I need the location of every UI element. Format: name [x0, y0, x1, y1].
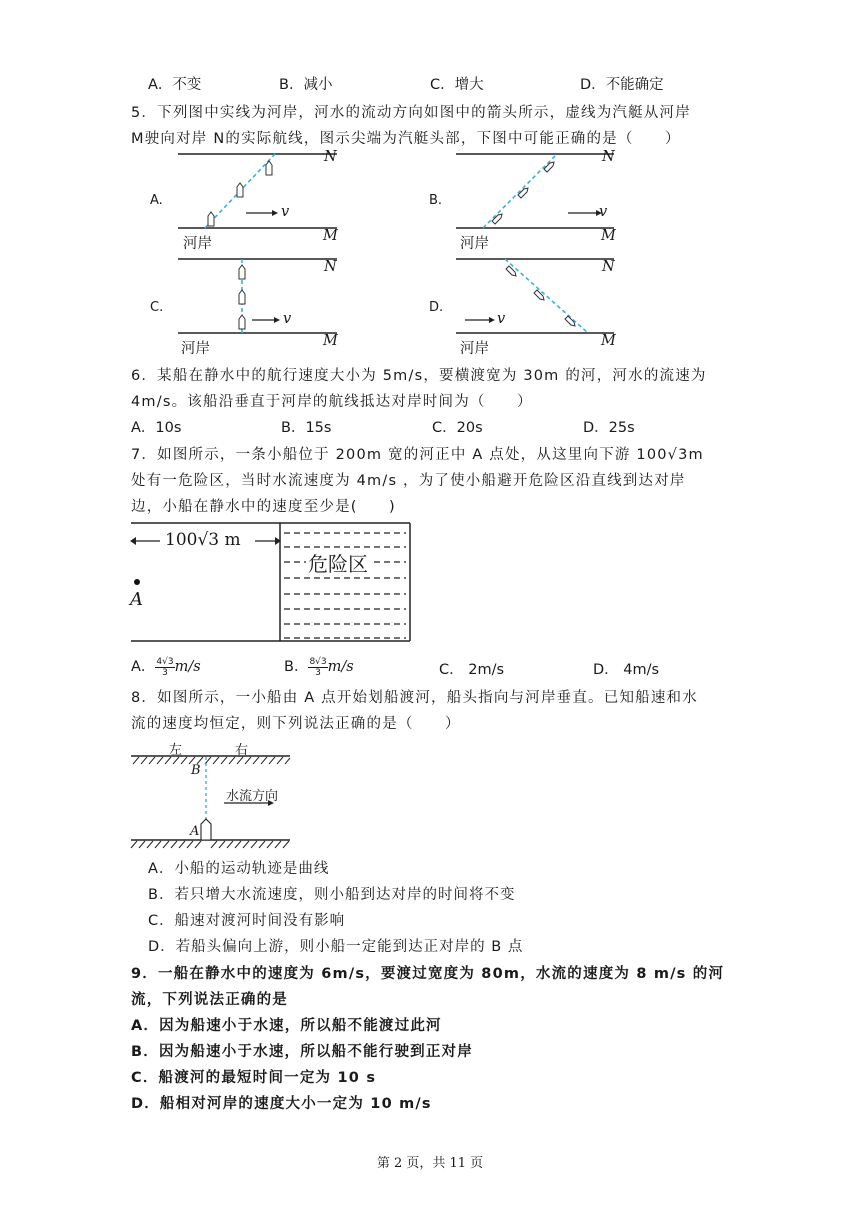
q7-stem-line1: 7．如图所示，一条小船位于 200m 宽的河正中 A 点处，从这里向下游 100√3m — [131, 447, 704, 463]
q5-d-v: v — [497, 311, 506, 327]
q5-d-n: N — [602, 259, 615, 275]
q7-stem-line3: 边，小船在静水中的速度至少是( ) — [131, 499, 396, 515]
q8-option-c: C．船速对渡河时间没有影响 — [148, 913, 346, 929]
q8-option-d: D．若船头偏向上游，则小船一定能到达正对岸的 B 点 — [148, 939, 524, 955]
q9-option-b: B．因为船速小于水速，所以船不能行驶到正对岸 — [131, 1044, 473, 1060]
q5-a-m: M — [323, 228, 338, 244]
q5-fig-d-label: D. — [429, 300, 444, 315]
q5-a-bank: 河岸 — [183, 236, 212, 252]
q7-fig-distance: 100√3 m — [165, 530, 241, 550]
q8-fig-flow: 水流方向 — [226, 789, 279, 804]
q7-option-c: C． 2m/s — [439, 662, 505, 678]
q4-option-c: C．增大 — [430, 77, 484, 93]
q5-stem-line2: M驶向对岸 N的实际航线，图示尖端为汽艇头部，下图中可能正确的是（ ） — [131, 131, 681, 147]
q8-option-b: B．若只增大水流速度，则小船到达对岸的时间将不变 — [148, 887, 516, 903]
q6-stem-line2: 4m/s。该船沿垂直于河岸的航线抵达对岸时间为（ ） — [131, 394, 533, 410]
q5-c-v: v — [283, 311, 292, 327]
q4-option-d: D．不能确定 — [580, 77, 664, 93]
q4-option-b: B．减小 — [279, 77, 333, 93]
q7-fig-a: A — [130, 589, 143, 610]
q5-c-n: N — [324, 259, 337, 275]
q5-b-n: N — [602, 149, 615, 165]
q8-option-a: A．小船的运动轨迹是曲线 — [148, 861, 330, 877]
q7-fig-danger: 危险区 — [306, 548, 370, 577]
q9-stem-line1: 9．一船在静水中的速度为 6m/s，要渡过宽度为 80m，水流的速度为 8 m/s 的河 — [131, 966, 725, 982]
q6-option-c: C．20s — [432, 420, 483, 436]
q8-fig-left: 左 — [169, 743, 183, 758]
q6-stem-line1: 6．某船在静水中的航行速度大小为 5m/s，要横渡宽为 30m 的河，河水的流速为 — [131, 368, 707, 384]
q5-b-m: M — [601, 228, 616, 244]
q5-d-bank: 河岸 — [460, 341, 489, 357]
q9-option-a: A．因为船速小于水速，所以船不能渡过此河 — [131, 1018, 442, 1034]
q5-fig-c-label: C. — [150, 300, 164, 315]
q8-stem-line2: 流的速度均恒定，则下列说法正确的是（ ） — [131, 716, 461, 732]
q4-option-a: A．不变 — [148, 77, 202, 93]
q9-stem-line2: 流，下列说法正确的是 — [131, 992, 288, 1008]
q5-c-bank: 河岸 — [181, 341, 210, 357]
q9-option-c: C．船渡河的最短时间一定为 10 s — [131, 1070, 377, 1086]
q8-stem-line1: 8．如图所示，一小船由 A 点开始划船渡河，船头指向与河岸垂直。已知船速和水 — [131, 690, 698, 706]
q5-stem-line1: 5．下列图中实线为河岸，河水的流动方向如图中的箭头所示，虚线为汽艇从河岸 — [131, 105, 691, 121]
q5-fig-a-label: A. — [150, 193, 163, 208]
q5-c-m: M — [323, 333, 338, 349]
q6-option-d: D．25s — [583, 420, 635, 436]
q7-option-b: B． $\frac{8√3}{3}$ m/s — [284, 656, 354, 678]
q5-a-v: v — [281, 204, 290, 220]
q7-stem-line2: 处有一危险区，当时水流速度为 4m/s ，为了使小船避开危险区沿直线到达对岸 — [131, 473, 686, 489]
q6-option-b: B．15s — [281, 420, 332, 436]
q7-option-d: D． 4m/s — [593, 662, 660, 678]
q8-fig-b: B — [191, 763, 201, 778]
q5-a-n: N — [324, 149, 337, 165]
q5-d-m: M — [601, 333, 616, 349]
q5-b-v: v — [599, 204, 608, 220]
q8-fig-a: A — [190, 824, 200, 839]
q9-option-d: D．船相对河岸的速度大小一定为 10 m/s — [131, 1096, 432, 1112]
q7-option-a: A． $\frac{4√3}{3}$ m/s — [131, 656, 201, 678]
q8-fig-right: 右 — [235, 743, 249, 758]
q5-b-bank: 河岸 — [460, 236, 489, 252]
page-footer: 第 2 页，共 11 页 — [376, 1156, 484, 1171]
q6-option-a: A．10s — [131, 420, 182, 436]
q5-fig-b-label: B. — [429, 193, 443, 208]
